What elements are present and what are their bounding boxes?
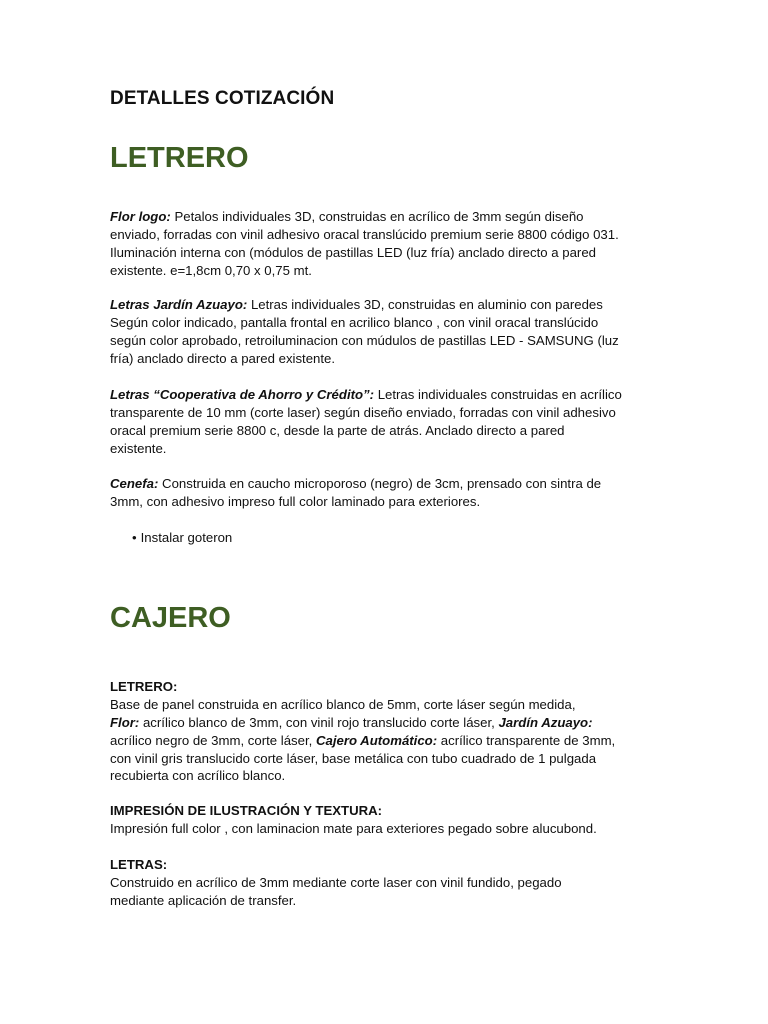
text-line: Letras “Cooperativa de Ahorro y Crédito”: Letras individuales construidas en acrílico (110, 387, 622, 402)
text-line: Flor logo: Petalos individuales 3D, construidas en acrílico de 3mm según diseño (110, 209, 584, 224)
paragraph-letras (110, 856, 670, 910)
paragraph-letras-jardin-azuayo (110, 296, 670, 368)
text-line: transparente de 10 mm (corte laser) según diseño enviado, forradas con vinil adhesivo (110, 404, 616, 420)
text-line: Cenefa: Construida en caucho microporoso (negro) de 3cm, prensado con sintra de (110, 476, 602, 491)
text-line: Impresión full color , con laminacion mate para exteriores pegado sobre alucubond. (110, 820, 597, 836)
text-line: Flor: acrílico blanco de 3mm, con vinil rojo translucido corte láser, Jardín Azuayo: (110, 714, 593, 730)
flor-logo-label: Flor logo: (110, 209, 171, 224)
text-line: Letras Jardín Azuayo: Letras individuales 3D, construidas en aluminio con paredes (110, 297, 603, 312)
text-line: recubierta con acrílico blanco. (110, 768, 286, 784)
text-line: fría) anclado directo a pared existente. (110, 350, 336, 366)
text-line: enviado, forradas con vinil adhesivo oracal translúcido premium serie 8800 código 031. (110, 226, 619, 242)
cenefa-label: Cenefa: (110, 476, 159, 491)
text-line: Según color indicado, pantalla frontal en acrilico blanco , con vinil oracal translúcido (110, 314, 599, 330)
text-line: Construido en acrílico de 3mm mediante corte laser con vinil fundido, pegado (110, 874, 562, 890)
text-line: mediante aplicación de transfer. (110, 892, 297, 908)
impresion-sublabel: IMPRESIÓN DE ILUSTRACIÓN Y TEXTURA: (110, 803, 383, 818)
text-line: 3mm, con adhesivo impreso full color laminado para exteriores. (110, 493, 481, 509)
cajero-automatico-label: Cajero Automático: (315, 732, 438, 748)
letras-cooperativa-label: Letras “Cooperativa de Ahorro y Crédito”: (110, 387, 375, 402)
section-heading-cajero: CAJERO (110, 602, 231, 634)
text-line: según color aprobado, retroiluminacion con múdulos de pastillas LED - SAMSUNG (luz (110, 332, 619, 348)
bullet-text: Instalar goteron (140, 530, 233, 545)
letrero-sublabel: LETRERO: (110, 679, 178, 694)
jardin-azuayo-label: Jardín Azuayo: (498, 714, 593, 730)
text-line: oracal premium serie 8800 c, desde la parte de atrás. Anclado directo a pared (110, 422, 565, 438)
flor-label: Flor: (110, 714, 140, 730)
paragraph-cajero-letrero (110, 678, 670, 785)
paragraph-flor-logo (110, 208, 670, 280)
paragraph-cenefa (110, 475, 670, 511)
paragraph-impresion (110, 802, 670, 838)
text-line: Base de panel construida en acrílico blanco de 5mm, corte láser según medida, (110, 696, 576, 712)
paragraph-letras-cooperativa (110, 386, 670, 458)
letras-sublabel: LETRAS: (110, 857, 168, 872)
text-line: Iluminación interna con (módulos de pastillas LED (luz fría) anclado directo a pared (110, 244, 596, 260)
section-heading-letrero: LETRERO (110, 142, 249, 174)
letras-jardin-label: Letras Jardín Azuayo: (110, 297, 248, 312)
document-title: DETALLES COTIZACIÓN (110, 88, 335, 109)
text-line: con vinil gris translucido corte láser, base metálica con tubo cuadrado de 1 pulgada (110, 750, 597, 766)
text-line: existente. e=1,8cm 0,70 x 0,75 mt. (110, 262, 312, 278)
bullet-list-item (132, 529, 232, 547)
bullet-icon: • (132, 530, 137, 545)
text-line: existente. (110, 440, 167, 456)
text-line: acrílico negro de 3mm, corte láser, Cajero Automático: acrílico transparente de 3mm, (110, 732, 616, 748)
